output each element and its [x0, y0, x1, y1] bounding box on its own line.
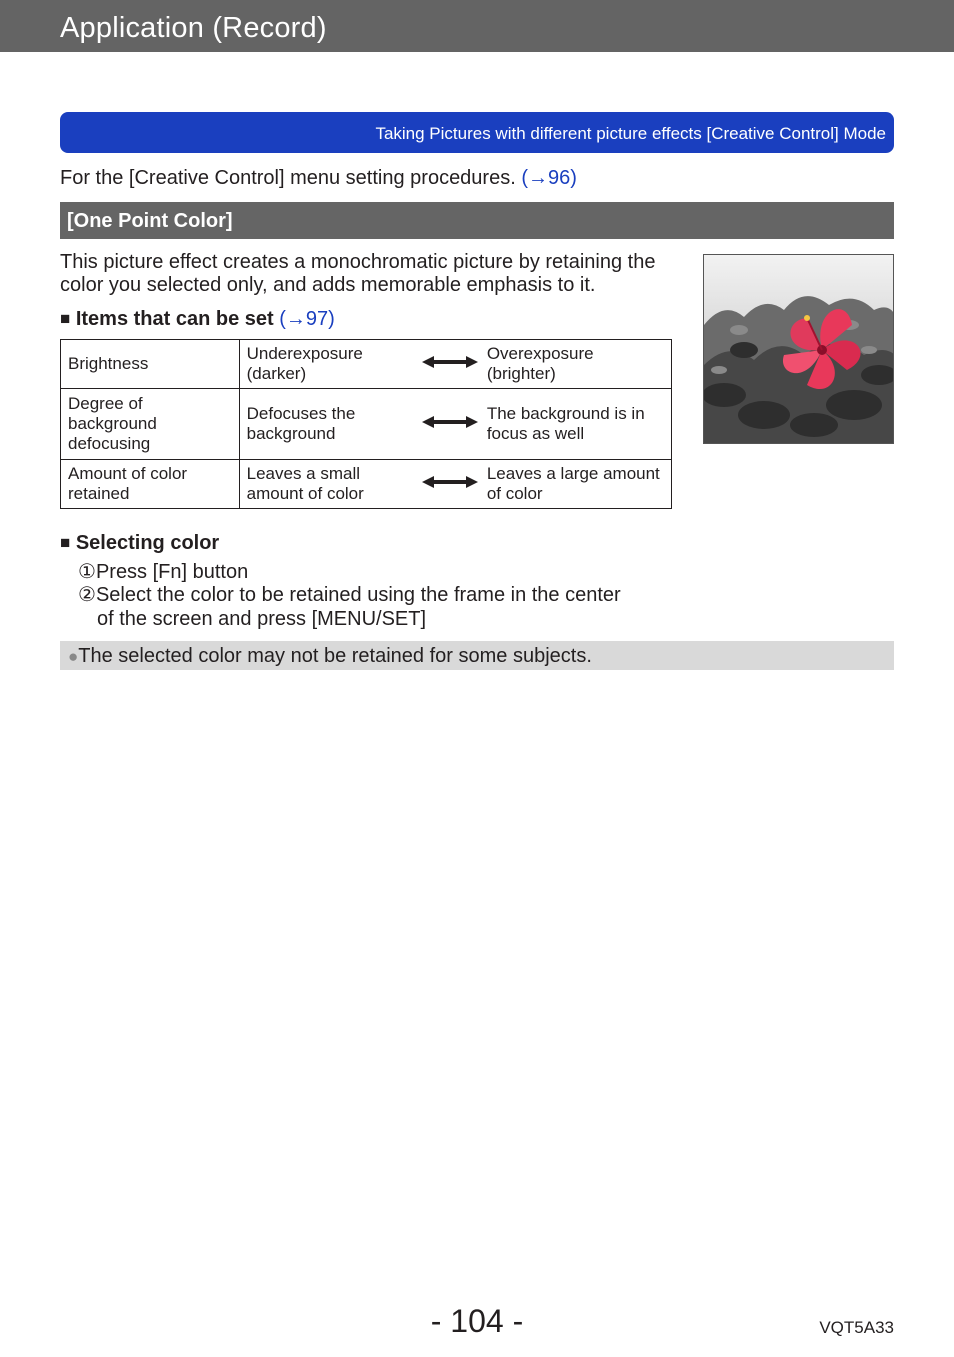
double-arrow-icon: [420, 340, 480, 389]
description-paragraph: This picture effect creates a monochromatic picture by retaining the color you selected only, and adds memorable emphasis to it.: [60, 251, 656, 296]
step-2-text: Select the color to be retained using the frame in the center: [95, 584, 621, 606]
step-2-continuation: of the screen and press [MENU/SET]: [97, 608, 427, 630]
selecting-heading-label: Selecting color: [75, 532, 220, 554]
double-arrow-icon: [420, 460, 480, 509]
table-row: [61, 389, 672, 460]
subsection-header: [60, 202, 894, 239]
item-name: Brightness: [61, 340, 240, 389]
hibiscus-image: [704, 255, 894, 444]
item-high: Overexposure (brighter): [480, 340, 672, 389]
note-text-wrap: [68, 645, 592, 668]
item-low: Defocuses the background: [239, 389, 420, 460]
step-number-1: ①: [78, 561, 96, 583]
table-row: [61, 340, 672, 389]
page-title: Application (Record): [60, 12, 327, 44]
items-table: [60, 339, 672, 509]
section-banner-text: Taking Pictures with different picture effects [Creative Control] Mode: [375, 124, 886, 143]
header-bar: [0, 0, 954, 52]
square-bullet-icon: ■: [60, 309, 71, 328]
page-number: - 104 -: [430, 1303, 524, 1339]
section-banner: [60, 112, 894, 153]
document-code: VQT5A33: [819, 1318, 894, 1337]
item-high: Leaves a large amount of color: [480, 460, 672, 509]
item-low: Underexposure (darker): [239, 340, 420, 389]
note-text: The selected color may not be retained for some subjects.: [78, 645, 592, 667]
selecting-heading: [60, 532, 219, 555]
intro-label: For the [Creative Control] menu setting procedures.: [60, 167, 522, 189]
step-2: [78, 583, 678, 631]
item-name: Amount of color retained: [61, 460, 240, 509]
note-box: [60, 641, 894, 670]
item-high: The background is in focus as well: [480, 389, 672, 460]
items-heading-label: Items that can be set: [75, 308, 274, 330]
menu-procedure-link[interactable]: (→96): [521, 167, 577, 189]
square-bullet-icon: ■: [60, 533, 71, 552]
bullet-icon: ●: [68, 647, 79, 666]
example-photo: [703, 254, 894, 444]
step-1: [78, 559, 248, 584]
double-arrow-icon: [420, 389, 480, 460]
subsection-title: [One Point Color]: [67, 210, 233, 232]
items-heading: [60, 308, 335, 331]
table-row: [61, 460, 672, 509]
items-settings-link[interactable]: (→97): [279, 308, 335, 330]
step-1-text: Press [Fn] button: [95, 561, 249, 583]
step-number-2: ②: [78, 584, 96, 606]
item-low: Leaves a small amount of color: [239, 460, 420, 509]
item-name: Degree of background defocusing: [61, 389, 240, 460]
intro-text: [60, 167, 577, 190]
